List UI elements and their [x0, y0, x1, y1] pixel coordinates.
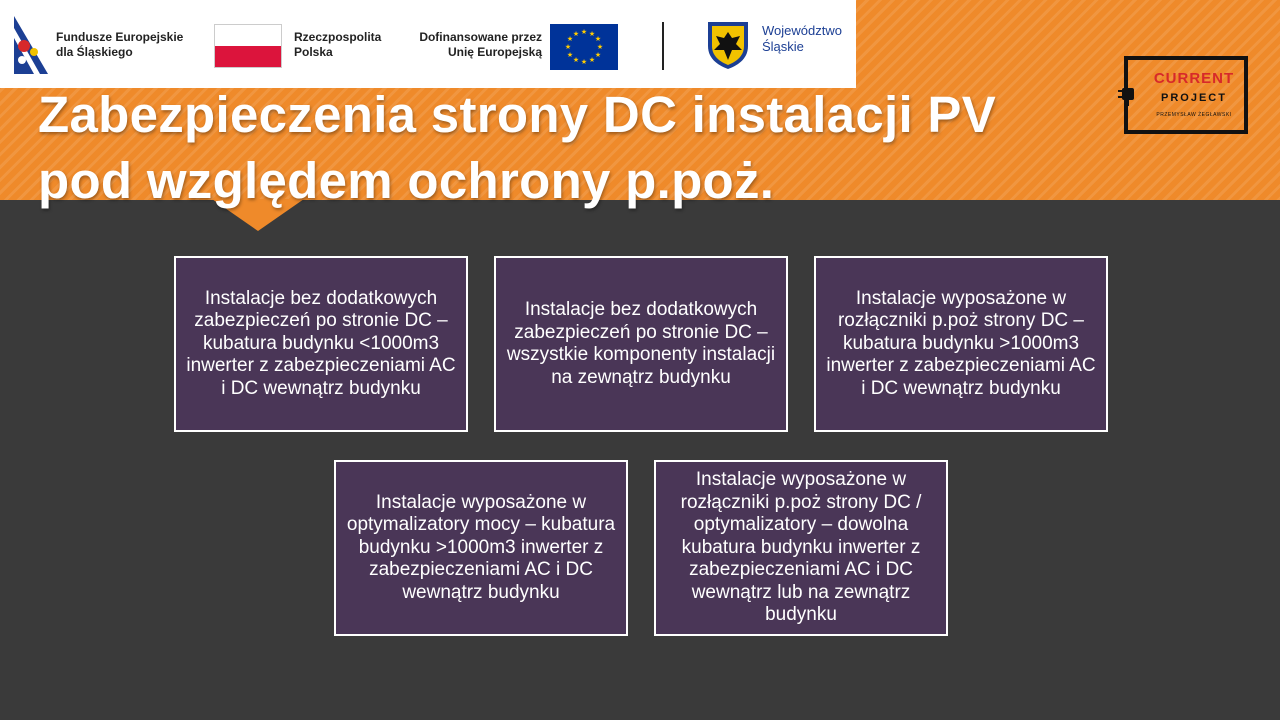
slide-title: Zabezpieczenia strony DC instalacji PV pod względem ochrony p.poż. — [38, 86, 997, 209]
svg-text:★: ★ — [580, 28, 588, 36]
category-box-5-text: Instalacje wyposażone w rozłączniki p.poż strony DC / optymalizatory – dowolna kubatura budynku inwerter z zabezpieczeniami AC i DC wewnątrz lub na zewnątrz budynku — [680, 469, 922, 626]
current-project-word-project: PROJECT — [1161, 92, 1227, 104]
svg-text:★: ★ — [566, 51, 574, 59]
category-box-2 — [494, 256, 788, 432]
fundusze-europejskie-icon — [14, 16, 48, 74]
svg-text:★: ★ — [572, 56, 580, 64]
silesia-crest-icon — [706, 20, 750, 70]
category-box-1 — [174, 256, 468, 432]
poland-flag-icon — [214, 24, 282, 68]
logo-divider — [662, 22, 664, 70]
fundusze-europejskie-text: Fundusze Europejskie dla Śląskiego — [56, 30, 184, 59]
rzeczpospolita-text: Rzeczpospolita Polska — [294, 30, 382, 59]
svg-text:★: ★ — [564, 43, 572, 51]
category-box-3-text: Instalacje wyposażone w rozłączniki p.poż strony DC – kubatura budynku >1000m3 inwerter z zabezpieczeniami AC i DC wewnątrz budynku — [826, 287, 1096, 399]
current-project-author: PRZEMYSŁAW ŻEGŁAWSKI — [1156, 112, 1232, 118]
wojewodztwo-slaskie-text: Województwo Śląskie — [762, 23, 842, 54]
funding-logo-strip — [0, 0, 856, 88]
svg-text:★: ★ — [588, 30, 596, 38]
svg-text:★: ★ — [588, 56, 596, 64]
category-box-2-text: Instalacje bez dodatkowych zabezpieczeń po stronie DC – wszystkie komponenty instalacji na zewnątrz budynku — [506, 299, 776, 388]
category-box-4-text: Instalacje wyposażone w optymalizatory mocy – kubatura budynku >1000m3 inwerter z zabezpieczeniami AC i DC wewnątrz budynku — [346, 491, 616, 603]
eu-funding-text: Dofinansowane przez Unię Europejską — [419, 30, 542, 59]
svg-text:★: ★ — [594, 35, 602, 43]
category-box-5 — [654, 460, 948, 636]
plug-icon — [1118, 84, 1136, 106]
current-project-logo — [1118, 56, 1252, 138]
svg-text:★: ★ — [566, 35, 574, 43]
category-box-3 — [814, 256, 1108, 432]
current-project-word-current: CURRENT — [1153, 70, 1235, 87]
category-box-4 — [334, 460, 628, 636]
category-box-1-text: Instalacje bez dodatkowych zabezpieczeń po stronie DC – kubatura budynku <1000m3 inwerter z zabezpieczeniami AC i DC wewnątrz budynku — [186, 287, 456, 399]
svg-text:★: ★ — [596, 43, 604, 51]
svg-text:★: ★ — [572, 30, 580, 38]
svg-text:★: ★ — [594, 51, 602, 59]
svg-text:★: ★ — [580, 58, 588, 66]
eu-flag-icon — [550, 24, 618, 70]
